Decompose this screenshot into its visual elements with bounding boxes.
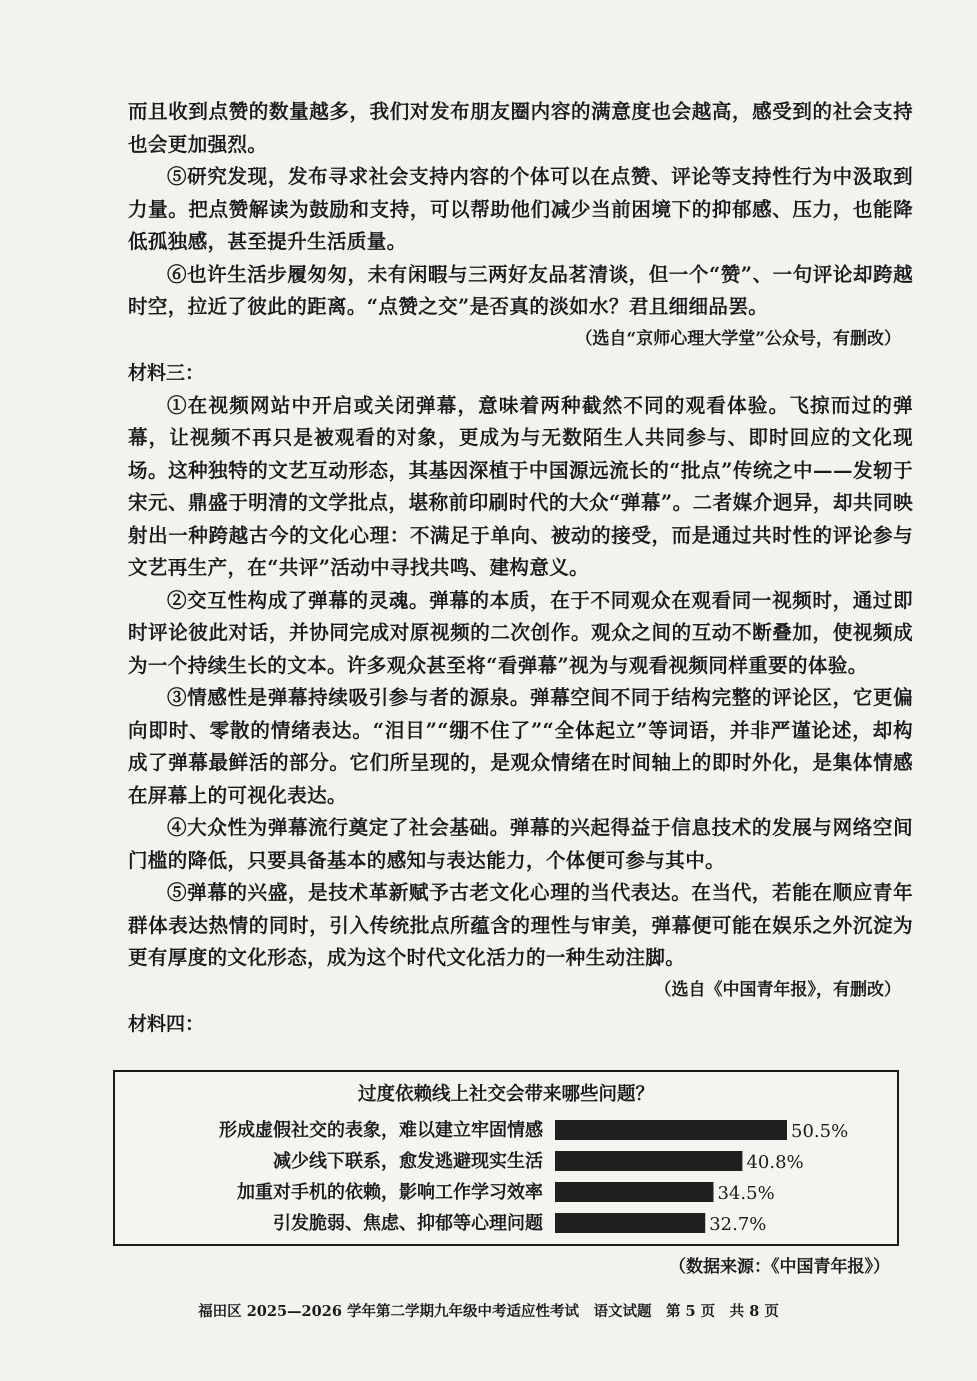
bar bbox=[555, 1182, 713, 1202]
material-three-heading: 材料三： bbox=[128, 361, 205, 384]
value-label: 40.8% bbox=[746, 1152, 804, 1173]
value-label: 34.5% bbox=[717, 1183, 775, 1204]
page-footer: 福田区 2025—2026 学年第二学期九年级中考适应性考试 语文试题 第 5 页 共 8 页 bbox=[198, 1303, 779, 1320]
material-three-paragraph-3: ③情感性是弹幕持续吸引参与者的源泉。弹幕空间不同于结构完整的评论区，它更偏向即时、零散的情绪表达。“泪目”“绷不住了”“全体起立”等词语，并非严谨论述，却构成了弹幕最鲜活的部分。它们所呈现的，是观众情绪在时间轴上的即时外化，是集体情感在屏幕上的可视化表达。 bbox=[128, 686, 913, 807]
category-label: 形成虚假社交的表象，难以建立牢固情感 bbox=[219, 1120, 543, 1141]
paragraph-six: ⑥也许生活步履匆匆，未有闲暇与三两好友品茗清谈，但一个“赞”、一句评论却跨越时空，拉近了彼此的距离。“点赞之交”是否真的淡如水？君且细细品罢。 bbox=[128, 262, 913, 318]
bar bbox=[555, 1213, 705, 1233]
material-three-paragraph-5: ⑤弹幕的兴盛，是技术革新赋予古老文化心理的当代表达。在当代，若能在顺应青年群体表达热情的同时，引入传统批点所蕴含的理性与审美，弹幕便可能在娱乐之外沉淀为更有厚度的文化形态，成为这个时代文化活力的一种生动注脚。 bbox=[128, 881, 913, 969]
material-two-source: （选自“京师心理大学堂”公众号，有删改） bbox=[575, 328, 901, 349]
material-three-paragraph-1: ①在视频网站中开启或关闭弹幕，意味着两种截然不同的观看体验。飞掠而过的弹幕，让视频不再只是被观看的对象，更成为与无数陌生人共同参与、即时回应的文化现场。这种独特的文艺互动形态，其基因深植于中国源远流长的“批点”传统之中——发轫于宋元、鼎盛于明清的文学批点，堪称前印刷时代的大众“弹幕”。二者媒介迥异，却共同映射出一种跨越古今的文化心理：不满足于单向、被动的接受，而是通过共时性的评论参与文艺再生产，在“共评”活动中寻找共鸣、建构意义。 bbox=[128, 393, 913, 579]
bar-chart bbox=[115, 1072, 897, 1244]
material-two-continued bbox=[128, 96, 913, 1041]
category-label: 减少线下联系，愈发逃避现实生活 bbox=[273, 1151, 543, 1172]
bar bbox=[555, 1120, 787, 1140]
material-four-heading: 材料四： bbox=[128, 1012, 205, 1035]
category-label: 引发脆弱、焦虑、抑郁等心理问题 bbox=[273, 1213, 543, 1234]
value-label: 32.7% bbox=[709, 1214, 767, 1235]
material-three-paragraph-2: ②交互性构成了弹幕的灵魂。弹幕的本质，在于不同观众在观看同一视频时，通过即时评论彼此对话，并协同完成对原视频的二次创作。观众之间的互动不断叠加，使视频成为一个持续生长的文本。许多观众甚至将“看弹幕”视为与观看视频同样重要的体验。 bbox=[128, 588, 913, 677]
material-three-paragraph-4: ④大众性为弹幕流行奠定了社会基础。弹幕的兴起得益于信息技术的发展与网络空间门槛的降低，只要具备基本的感知与表达能力，个体便可参与其中。 bbox=[128, 816, 913, 872]
paragraph-four-tail: 而且收到点赞的数量越多，我们对发布朋友圈内容的满意度也会越高，感受到的社会支持也会更加强烈。 bbox=[128, 100, 913, 156]
chart-source: （数据来源：《中国青年报》） bbox=[669, 1257, 890, 1277]
bar-chart-box bbox=[113, 1070, 899, 1246]
chart-title: 过度依赖线上社交会带来哪些问题？ bbox=[357, 1084, 654, 1105]
paragraph-five: ⑤研究发现，发布寻求社会支持内容的个体可以在点赞、评论等支持性行为中汲取到力量。把点赞解读为鼓励和支持，可以帮助他们减少当前困境下的抑郁感、压力，也能降低孤独感，甚至提升生活质量。 bbox=[128, 165, 913, 253]
bar bbox=[555, 1151, 742, 1171]
category-label: 加重对手机的依赖，影响工作学习效率 bbox=[237, 1182, 543, 1203]
value-label: 50.5% bbox=[791, 1121, 849, 1142]
material-three-source: （选自《中国青年报》，有删改） bbox=[654, 979, 901, 1000]
